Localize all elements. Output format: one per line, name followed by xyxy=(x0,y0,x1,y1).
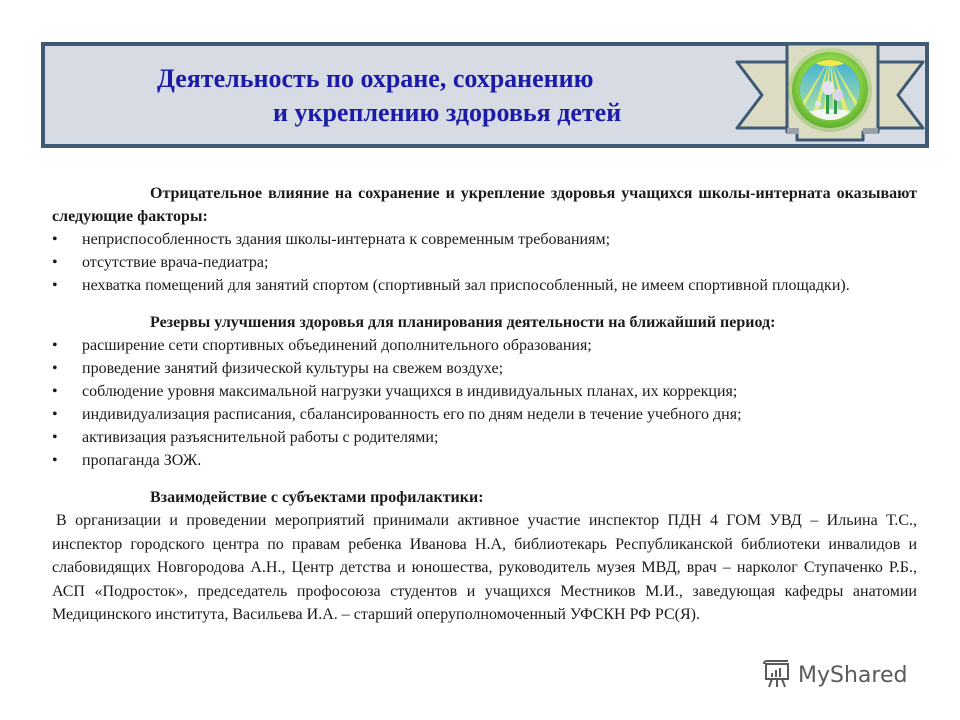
bullet-icon: • xyxy=(52,231,58,248)
bullet-icon: • xyxy=(52,254,58,271)
presentation-board-icon xyxy=(762,660,792,690)
list-item: • соблюдение уровня максимальной нагрузки учащихся в индивидуальных планах, их коррекция; xyxy=(52,380,917,403)
list-item: • нехватка помещений для занятий спортом (спортивный зал приспособленный, не имеем спортивной площадки). xyxy=(52,274,917,297)
list-item: • пропаганда ЗОЖ. xyxy=(52,449,917,472)
section-negative-factors-heading: Отрицательное влияние на сохранение и укрепление здоровья учащихся школы-интерната оказывают следующие факторы: xyxy=(52,185,917,225)
list-item: • отсутствие врача-педиатра; xyxy=(52,251,917,274)
title-line-1: Деятельность по охране, сохранению xyxy=(157,64,594,93)
health-emblem-icon xyxy=(730,40,930,150)
document-body xyxy=(52,182,917,627)
bullet-icon: • xyxy=(52,277,58,294)
list-item: • неприспособленность здания школы-интерната к современным требованиям; xyxy=(52,228,917,251)
negative-factors-list xyxy=(52,228,917,297)
section-reserves-heading: Резервы улучшения здоровья для планирования деятельности на ближайший период: xyxy=(150,314,776,331)
section-interaction-heading: Взаимодействие с субъектами профилактики: xyxy=(150,489,484,506)
list-item: • активизация разъяснительной работы с родителями; xyxy=(52,426,917,449)
list-item: • индивидуализация расписания, сбалансированность его по дням недели в течение учебного дня; xyxy=(52,403,917,426)
title-line-2: и укреплению здоровья детей xyxy=(273,98,622,127)
watermark-label: MyShared xyxy=(798,662,908,688)
interaction-paragraph: В организации и проведении мероприятий принимали активное участие инспектор ПДН 4 ГОМ УВД – Ильина Т.С., инспектор городского центра по правам ребенка Иванова Н.А, библиотекарь Республиканской библиотеки инвалидов и слабовидящих Новгородова А.Н., Центр детства и юношества, руководитель музея МВД, врач – нарколог Ступаченко Р.Б., АСП «Подросток», председатель профосоюза студентов и учащихся Местников М.И., заведующая кафедры анатомии Медицинского института, Васильева И.А. – старший оперуполномоченный УФСКН РФ РС(Я). xyxy=(52,512,917,623)
bullet-icon: • xyxy=(52,383,58,400)
reserves-list xyxy=(52,334,917,472)
list-item: • расширение сети спортивных объединений дополнительного образования; xyxy=(52,334,917,357)
bullet-icon: • xyxy=(52,337,58,354)
bullet-icon: • xyxy=(52,429,58,446)
bullet-icon: • xyxy=(52,452,58,469)
bullet-icon: • xyxy=(52,360,58,377)
bullet-icon: • xyxy=(52,406,58,423)
myshared-watermark xyxy=(762,660,907,690)
list-item: • проведение занятий физической культуры на свежем воздухе; xyxy=(52,357,917,380)
